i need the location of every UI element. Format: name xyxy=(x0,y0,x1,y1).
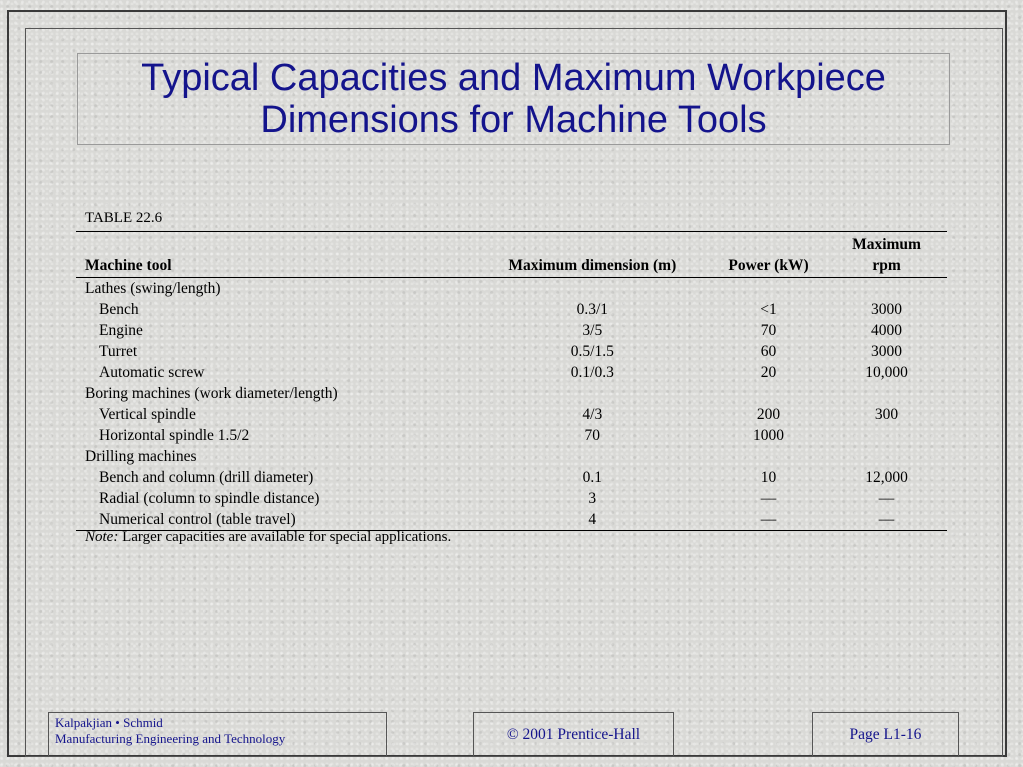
cell-power: — xyxy=(760,490,777,507)
cell-rpm: 12,000 xyxy=(865,469,908,486)
cell-rpm: 10,000 xyxy=(865,364,908,381)
cell-dimension: 4 xyxy=(588,511,597,528)
cell-tool: Drilling machines xyxy=(85,448,197,465)
cell-dimension: 0.3/1 xyxy=(576,301,609,318)
table-row xyxy=(76,425,947,446)
cell-tool: Lathes (swing/length) xyxy=(85,280,221,297)
cell-dimension: 0.1/0.3 xyxy=(570,364,614,381)
footer-page-box xyxy=(812,712,959,757)
cell-tool: Bench xyxy=(99,301,139,318)
header-max-rpm xyxy=(826,232,947,278)
table-row-group xyxy=(76,278,947,300)
cell-power xyxy=(711,278,826,300)
cell-rpm: 300 xyxy=(874,406,899,423)
cell-power xyxy=(711,383,826,404)
cell-tool: Turret xyxy=(99,343,138,360)
cell-rpm xyxy=(826,446,947,467)
table-row xyxy=(76,320,947,341)
table-row xyxy=(76,467,947,488)
cell-dimension: 70 xyxy=(584,427,601,444)
cell-power xyxy=(711,446,826,467)
header-max-rpm-line1: Maximum xyxy=(852,236,921,253)
table-note xyxy=(85,529,451,546)
cell-power: 20 xyxy=(760,364,777,381)
cell-power: <1 xyxy=(760,301,777,318)
cell-dimension: 4/3 xyxy=(582,406,603,423)
table-row-group xyxy=(76,446,947,467)
header-max-rpm-line2: rpm xyxy=(872,257,901,274)
note-text: Larger capacities are available for special applications. xyxy=(118,529,452,545)
footer-book: Manufacturing Engineering and Technology xyxy=(55,731,286,746)
cell-power: 70 xyxy=(760,322,777,339)
cell-tool: Numerical control (table travel) xyxy=(99,511,296,528)
footer-authors: Kalpakjian • Schmid xyxy=(55,715,163,730)
table-header-row xyxy=(76,232,947,278)
footer-copyright-box xyxy=(473,712,674,757)
cell-dimension: 3/5 xyxy=(582,322,603,339)
cell-dimension xyxy=(474,446,711,467)
cell-rpm: — xyxy=(878,490,895,507)
cell-tool: Boring machines (work diameter/length) xyxy=(85,385,338,402)
cell-power: 200 xyxy=(756,406,781,423)
header-machine-tool: Machine tool xyxy=(85,257,172,274)
cell-dimension xyxy=(474,278,711,300)
cell-rpm: 3000 xyxy=(871,301,903,318)
table-row xyxy=(76,341,947,362)
cell-dimension: 0.1 xyxy=(582,469,602,486)
slide-title: Typical Capacities and Maximum Workpiece Dimensions for Machine Tools xyxy=(141,57,886,141)
table-row xyxy=(76,404,947,425)
note-label: Note: xyxy=(85,529,119,545)
cell-power: — xyxy=(760,511,777,528)
capacities-table xyxy=(76,231,947,531)
cell-rpm xyxy=(826,383,947,404)
table-row xyxy=(76,488,947,509)
cell-tool: Bench and column (drill diameter) xyxy=(99,469,314,486)
cell-tool: Vertical spindle xyxy=(99,406,196,423)
header-power: Power (kW) xyxy=(728,257,809,274)
cell-dimension xyxy=(474,383,711,404)
table-row-group xyxy=(76,383,947,404)
table-row xyxy=(76,509,947,531)
cell-tool: Automatic screw xyxy=(99,364,205,381)
cell-rpm xyxy=(826,278,947,300)
cell-rpm: 4000 xyxy=(871,322,903,339)
cell-rpm xyxy=(826,425,947,446)
cell-power: 10 xyxy=(760,469,777,486)
cell-dimension: 0.5/1.5 xyxy=(570,343,614,360)
header-max-dimension: Maximum dimension (m) xyxy=(508,257,677,274)
table-caption: TABLE 22.6 xyxy=(85,210,163,226)
cell-power: 1000 xyxy=(753,427,784,444)
table-row xyxy=(76,362,947,383)
cell-dimension: 3 xyxy=(588,490,597,507)
footer-authors-box xyxy=(48,712,387,757)
cell-tool: Engine xyxy=(99,322,143,339)
cell-power: 60 xyxy=(760,343,777,360)
cell-tool: Radial (column to spindle distance) xyxy=(99,490,320,507)
cell-tool: Horizontal spindle 1.5/2 xyxy=(99,427,250,444)
cell-rpm: — xyxy=(878,511,895,528)
table-row xyxy=(76,299,947,320)
title-box xyxy=(77,53,950,145)
cell-rpm: 3000 xyxy=(871,343,903,360)
footer-copyright: © 2001 Prentice-Hall xyxy=(506,725,641,743)
footer-page-number: Page L1-16 xyxy=(849,725,922,743)
